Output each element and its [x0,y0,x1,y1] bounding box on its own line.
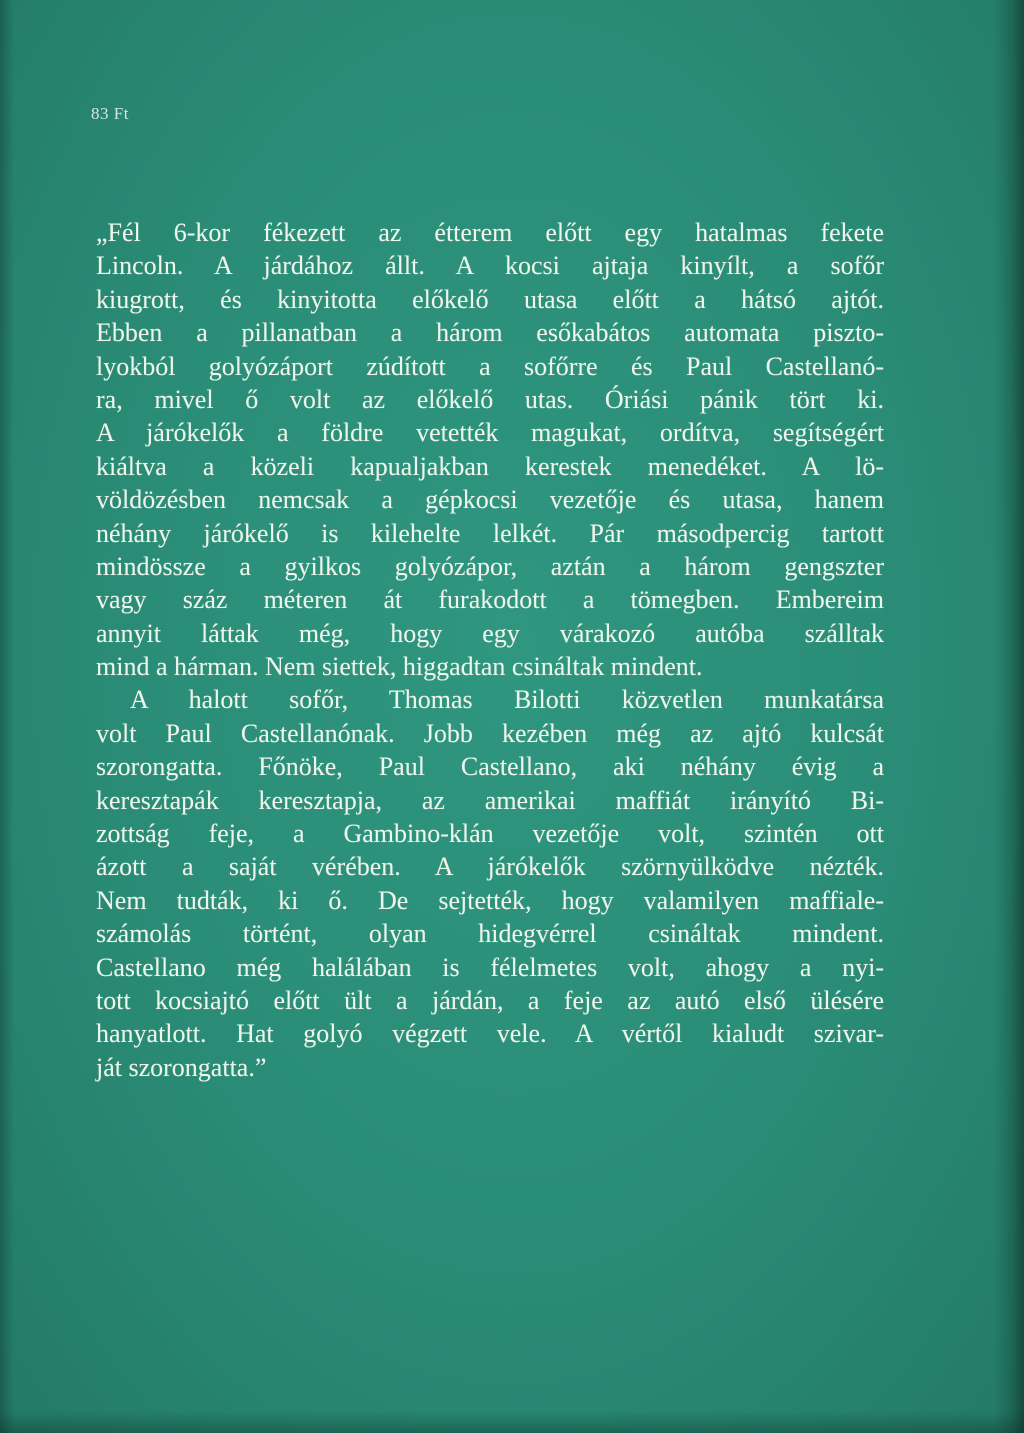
blurb-line: A halott sofőr, Thomas Bilotti közvetlen munkatársa [130,685,884,715]
blurb-line: volt Paul Castellanónak. Jobb kezében még az ajtó kulcsát [96,718,884,748]
blurb-line: „Fél 6-kor fékezett az étterem előtt egy hatalmas fekete [96,218,884,247]
blurb-line: néhány járókelő is kilehelte lelkét. Pár másodpercig tartott [96,518,884,548]
blurb-line: ját szorongatta.” [96,1052,267,1082]
blurb-line: A járókelők a földre vetették magukat, ordítva, segítségért [96,418,884,448]
blurb-line: kiáltva a közeli kapualjakban kerestek menedéket. A lö- [96,451,884,481]
blurb-line: kiugrott, és kinyitotta előkelő utasa előtt a hátsó ajtót. [96,284,884,314]
blurb-line: lyokból golyózáport zúdított a sofőrre és Paul Castellanó- [96,351,884,381]
blurb-line: vagy száz méteren át furakodott a tömegben. Embereim [96,585,884,615]
blurb-line: számolás történt, olyan hidegvérrel csináltak mindent. [96,919,884,949]
cover-bottom-edge-shadow [0,1411,1024,1433]
cover-left-edge-shadow [0,0,14,1433]
blurb-text [96,216,884,1084]
cover-right-edge-shadow [994,0,1024,1433]
blurb-line: Nem tudták, ki ő. De sejtették, hogy valamilyen maffiale- [96,885,884,915]
blurb-line: hanyatlott. Hat golyó végzett vele. A vértől kialudt szivar- [96,1019,884,1049]
blurb-line: ra, mivel ő volt az előkelő utas. Óriási pánik tört ki. [96,384,884,414]
blurb-line: Ebben a pillanatban a három esőkabátos automata piszto- [96,318,884,348]
blurb-line: zottság feje, a Gambino-klán vezetője volt, szintén ott [96,819,884,849]
blurb-line: Lincoln. A járdához állt. A kocsi ajtaja kinyílt, a sofőr [96,251,884,281]
blurb-line: Castellano még halálában is félelmetes volt, ahogy a nyi- [96,952,884,982]
blurb-line: szorongatta. Főnöke, Paul Castellano, aki néhány évig a [96,752,884,782]
blurb-line: mind a hárman. Nem siettek, higgadtan csináltak mindent. [96,652,703,682]
blurb-line: annyit láttak még, hogy egy várakozó autóba szálltak [96,618,884,648]
blurb-line: keresztapák keresztapja, az amerikai maffiát irányító Bi- [96,785,884,815]
price-label: 83 Ft [91,104,129,123]
blurb-line: mindössze a gyilkos golyózápor, aztán a három gengszter [96,551,884,581]
blurb-line: ázott a saját vérében. A járókelők szörnyülködve nézték. [96,852,884,882]
blurb-line: tott kocsiajtó előtt ült a járdán, a feje az autó első ülésére [96,985,884,1015]
blurb-line: völdözésben nemcsak a gépkocsi vezetője és utasa, hanem [96,485,884,515]
